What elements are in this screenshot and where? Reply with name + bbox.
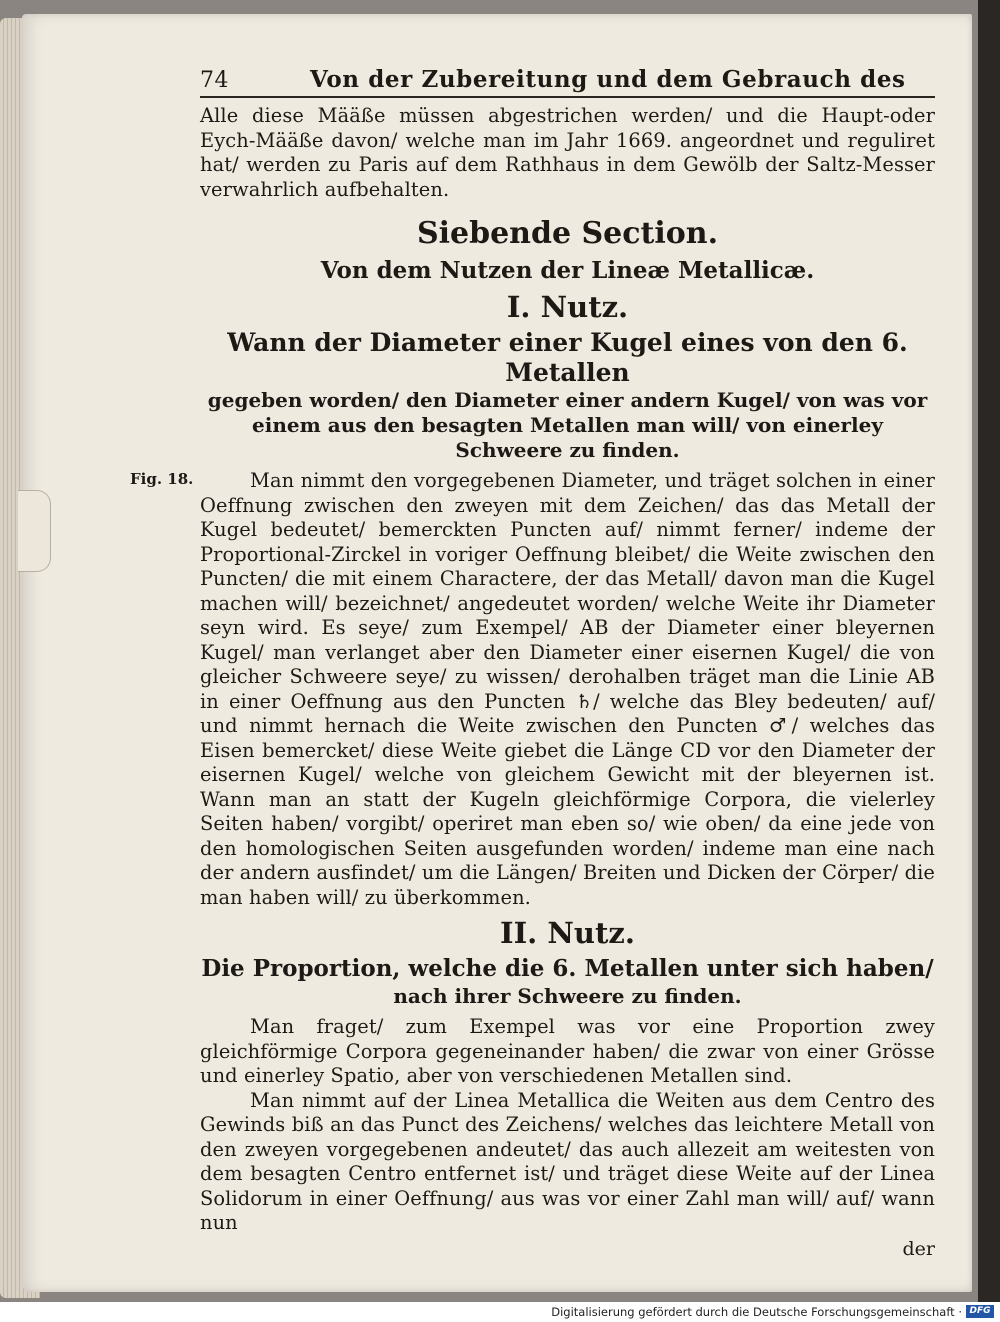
use-2-problem-rest: nach ihrer Schweere zu finden. (393, 984, 742, 1008)
use-2-heading: II. Nutz. (500, 916, 635, 950)
use-2-problem-line1: Die Proportion, welche die 6. Metallen unter sich haben/ (201, 955, 934, 982)
footer-credit: Digitalisierung gefördert durch die Deutsche Forschungsgemeinschaft · (551, 1305, 962, 1319)
use-1-problem-line1: Wann der Diameter einer Kugel eines von den 6. Metallen (227, 328, 908, 387)
page-tab-marker (18, 490, 51, 572)
use-2-paragraph-1: Man fraget/ zum Exempel was vor eine Proportion zwey gleichförmige Corpora gegeneinander haben/ die zwar von einer Grösse und einerley Spatio, aber von verschiedenen Metallen sind. (200, 1015, 935, 1087)
footer-bar (0, 1302, 1000, 1322)
use-1-heading: I. Nutz. (506, 290, 629, 324)
figure-reference: Fig. 18. (130, 470, 194, 488)
dfg-logo: DFG (966, 1305, 994, 1318)
section-heading: Siebende Section. (416, 216, 719, 251)
use-2-paragraph-2: Man nimmt auf der Linea Metallica die Weiten aus dem Centro des Gewinds biß an das Punct des Zeichens/ welches das leichtere Metall von den zweyen vorgegebenen andeutet/ das auch allezeit am weitesten von dem besagten Centro entfernet ist/ und träget diese Weite auf der Linea Solidorum in einer Oeffnung/ aus was vor einer Zahl man will/ auf/ wann nun (200, 1088, 935, 1234)
use-1-text: Man nimmt den vorgegebenen Diameter, und träget solchen in einer Oeffnung zwischen den zweyen mit dem Zeichen/ das das Metall der Kugel bedeutet/ bemerckten Puncten auf/ nimmt ferner/ indeme der Proportional-Zirckel in voriger Oeffnung bleibet/ die Weite zwischen den Puncten/ die mit einem Charactere, der das Metall/ davon man die Kugel machen will/ bezeichnet/ angedeutet worden/ welche Weite ihr Diameter seyn wird. Es seye/ zum Exempel/ AB der Diameter einer bleyernen Kugel/ man verlanget aber den Diameter einer eisernen Kugel/ die von gleicher Schweere seye/ zu wissen/ derohalben träget man die Linie AB in einer Oeffnung aus den Puncten ♄/ welche das Bley bedeuten/ auf/ und nimmt hernach die Weite zwischen den Puncten ♂/ welches das Eisen bemercket/ diese Weite giebet die Länge CD vor den Diameter der eisernen Kugel/ welche von gleichem Gewicht mit der bleyernen ist. Wann man an statt der Kugeln gleichförmige Corpora, die vielerley Seiten haben/ vorgibt/ operiret man eben so/ wie oben/ da eine jede von den homologischen Seiten ausgefunden worden/ indeme man eine nach der andern ausfindet/ um die Längen/ Breiten und Dicken der Cörper/ die man haben will/ zu überkommen. (200, 469, 935, 909)
use-1-problem-rest: gegeben worden/ den Diameter einer andern Kugel/ von was vor einem aus den besagten Metallen man will/ von einerley Schweere zu finden. (207, 388, 928, 462)
running-title: Von der Zubereitung und dem Gebrauch des (310, 66, 906, 93)
scan-right-edge (978, 0, 1000, 1302)
page-content (200, 62, 935, 1260)
catchword: der (902, 1237, 935, 1260)
intro-paragraph: Alle diese Määße müssen abgestrichen werden/ und die Haupt-oder Eych-Määße davon/ welche man im Jahr 1669. angeordnet und reguliret hat/ werden zu Paris auf dem Rathhaus in dem Gewölb der Saltz-Messer verwahrlich aufbehalten. (200, 104, 935, 201)
running-header (200, 62, 935, 98)
section-subheading: Von dem Nutzen der Lineæ Metallicæ. (320, 257, 815, 284)
page-number: 74 (200, 68, 229, 93)
